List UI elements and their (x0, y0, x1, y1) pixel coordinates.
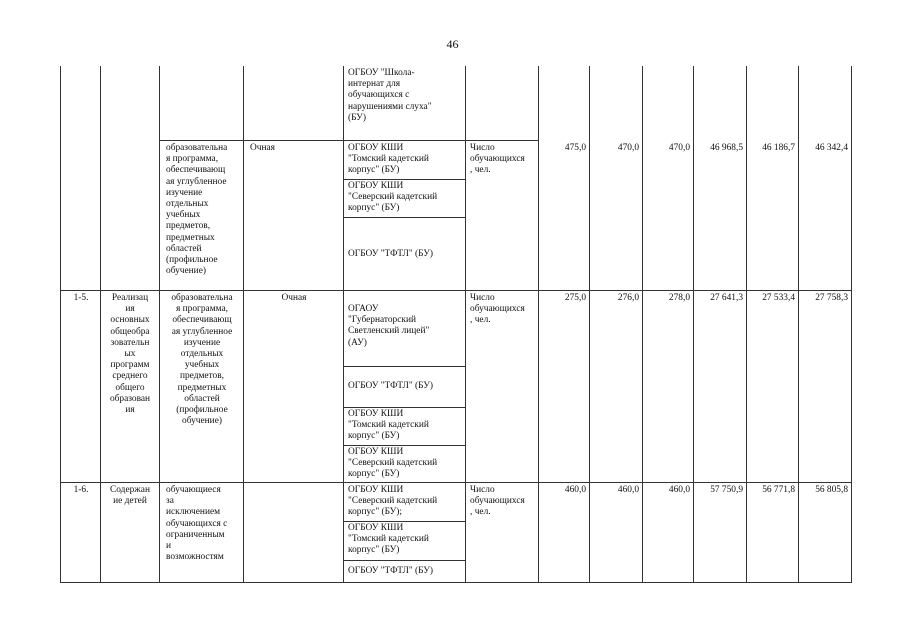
institution-cell: ОГБОУ "ТФТЛ" (БУ) (348, 381, 433, 391)
indicator-cell: Число обучающихся , чел. (470, 293, 525, 326)
col-divider (343, 66, 344, 583)
value-cell: 470,0 (617, 143, 639, 153)
services-table (60, 66, 852, 583)
value-cell: 27 533,4 (762, 293, 795, 303)
table-border-left (60, 66, 61, 583)
value-cell: 278,0 (668, 293, 690, 303)
value-cell: 46 968,5 (710, 143, 743, 153)
value-cell: 460,0 (617, 485, 639, 495)
institution-cell: ОГБОУ КШИ "Томский кадетский корпус" (БУ) (348, 409, 429, 442)
row-number: 1-6. (73, 485, 89, 495)
value-cell: 57 750,9 (710, 485, 743, 495)
content-cell: образовательна я программа, обеспечивающ ая углубленное изучение отдельных учебных предметов, предметных областей (профильное обучение) (171, 293, 233, 427)
row-divider (60, 290, 852, 291)
service-cell: Реализац ия основных общеобра зовательн ых программ среднего общего образован ия (109, 293, 151, 416)
institution-divider (343, 217, 466, 218)
institution-divider (343, 179, 466, 180)
col-divider (693, 66, 694, 583)
value-cell: 276,0 (617, 293, 639, 303)
indicator-cell: Число обучающихся , чел. (470, 143, 525, 176)
indicator-cell: Число обучающихся , чел. (470, 485, 525, 518)
service-cell: Содержан ие детей (110, 485, 150, 507)
institution-divider (343, 445, 466, 446)
institution-cell: ОГБОУ КШИ "Томский кадетский корпус" (БУ) (348, 523, 429, 556)
value-cell: 56 805,8 (815, 485, 848, 495)
institution-divider (343, 560, 466, 561)
value-cell: 46 186,7 (762, 143, 795, 153)
institution-divider (343, 366, 466, 367)
value-cell: 27 758,3 (815, 293, 848, 303)
form-cell: Очная (281, 293, 307, 303)
institution-divider (343, 407, 466, 408)
institution-cell: ОГБОУ "Школа- интернат для обучающихся с нарушениями слуха" (БУ) (348, 68, 432, 123)
col-divider (159, 66, 160, 583)
value-cell: 470,0 (668, 143, 690, 153)
col-divider (642, 66, 643, 583)
value-cell: 27 641,3 (710, 293, 743, 303)
row-divider (60, 482, 852, 483)
institution-cell: ОГАОУ "Губернаторский Светленский лицей" (АУ) (348, 304, 430, 348)
institution-cell: ОГБОУ "ТФТЛ" (БУ) (348, 566, 433, 576)
col-divider (746, 66, 747, 583)
col-divider (465, 66, 466, 583)
institution-cell: ОГБОУ КШИ "Томский кадетский корпус" (БУ) (348, 143, 429, 176)
col-divider (589, 66, 590, 583)
row-divider (159, 140, 539, 141)
institution-cell: ОГБОУ КШИ "Северский кадетский корпус" (БУ) (348, 447, 438, 480)
row-number: 1-5. (73, 293, 89, 303)
content-cell: образовательна я программа, обеспечивающ ая углубленное изучение отдельных учебных предметов, предметных областей (профильное обучение) (166, 143, 228, 277)
table-border-bottom (60, 582, 852, 583)
value-cell: 275,0 (564, 293, 586, 303)
page-number: 46 (446, 37, 459, 51)
institution-divider (343, 521, 466, 522)
institution-cell: ОГБОУ КШИ "Северский кадетский корпус" (БУ); (348, 485, 438, 518)
col-divider (538, 66, 539, 583)
form-cell: Очная (250, 143, 275, 153)
value-cell: 460,0 (564, 485, 586, 495)
table-border-right (851, 66, 852, 583)
value-cell: 56 771,8 (762, 485, 795, 495)
col-divider (798, 66, 799, 583)
content-cell: обучающиеся за исключением обучающихся с ограниченным и возможностям (166, 485, 228, 563)
value-cell: 460,0 (668, 485, 690, 495)
institution-cell: ОГБОУ КШИ "Северский кадетский корпус" (БУ) (348, 181, 438, 214)
value-cell: 475,0 (564, 143, 586, 153)
value-cell: 46 342,4 (815, 143, 848, 153)
institution-cell: ОГБОУ "ТФТЛ" (БУ) (348, 249, 433, 259)
